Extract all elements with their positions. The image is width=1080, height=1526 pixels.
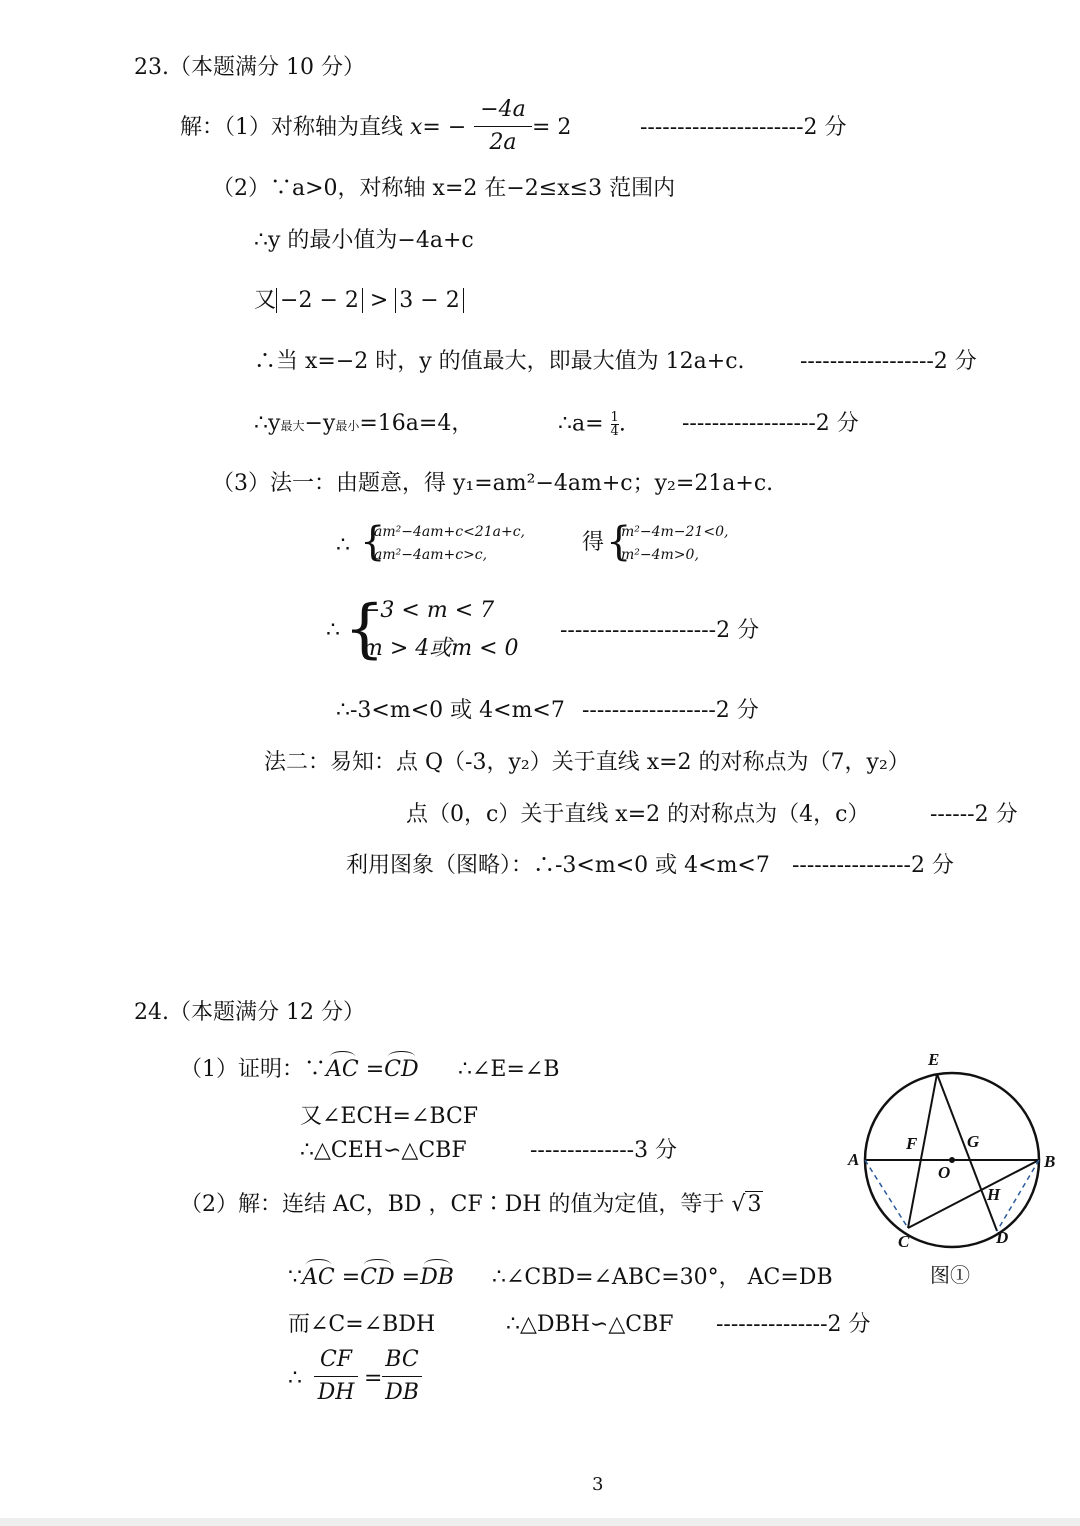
a-equals: ∴a= bbox=[558, 411, 604, 437]
page-number: 3 bbox=[592, 1474, 604, 1495]
diff-y: ∴y bbox=[254, 411, 281, 436]
system3-score: ---------------------2 分 bbox=[560, 618, 760, 643]
label-d: D bbox=[996, 1228, 1009, 1247]
a-fraction-num: 1 bbox=[610, 410, 619, 425]
label-a: A bbox=[848, 1150, 860, 1169]
q24-part2-line3: 而∠C=∠BDH bbox=[288, 1312, 436, 1337]
q24-part1-prefix: （1）证明：∵ bbox=[180, 1057, 326, 1082]
q24-part2-arcs bbox=[288, 1265, 454, 1291]
system1-row2: am²−4am+c>c, bbox=[374, 547, 488, 563]
therefore-symbol: ∴ bbox=[288, 1366, 302, 1391]
system2-row2: m²−4m>0, bbox=[621, 547, 699, 563]
q24-part1-score: --------------3 分 bbox=[530, 1138, 678, 1163]
q24-part2-line3-score: ---------------2 分 bbox=[716, 1312, 871, 1337]
q24-title: 24.（本题满分 12 分） bbox=[134, 1000, 365, 1025]
q24-part2-line bbox=[180, 1192, 763, 1218]
ratio-left bbox=[314, 1346, 358, 1407]
ratio-left-num: CF bbox=[319, 1347, 353, 1372]
a-fraction-den: 4 bbox=[610, 424, 619, 439]
q24-part1-line3: ∴△CEH∽△CBF bbox=[300, 1138, 467, 1163]
q23-part2-diff bbox=[254, 411, 473, 439]
q23-part1-result: = 2 bbox=[532, 115, 572, 140]
ratio-right-den: DB bbox=[385, 1380, 419, 1405]
diff-result: =16a=4， bbox=[359, 411, 474, 436]
q23-result1-score: ------------------2 分 bbox=[582, 698, 759, 723]
arc-ac: AC bbox=[302, 1265, 335, 1290]
figure-caption: 图① bbox=[930, 1263, 970, 1287]
arc-cd: CD bbox=[384, 1057, 419, 1082]
q23-method2-line2-score: ------2 分 bbox=[930, 802, 1018, 827]
q23-title: 23.（本题满分 10 分） bbox=[134, 55, 365, 80]
q23-method2-line3-score: ----------------2 分 bbox=[792, 853, 954, 878]
label-c: C bbox=[898, 1232, 910, 1251]
arc-db: DB bbox=[420, 1265, 454, 1290]
fraction-bar bbox=[474, 126, 532, 127]
ratio-left-den: DH bbox=[317, 1380, 355, 1405]
q23-part2-diff-score: ------------------2 分 bbox=[682, 411, 859, 436]
q24-part1-line1 bbox=[180, 1057, 419, 1083]
q24-part1-line2: 又∠ECH=∠BCF bbox=[300, 1104, 479, 1129]
therefore-symbol: ∴ bbox=[326, 618, 340, 643]
q23-part1-text: 解：（1）对称轴为直线 bbox=[180, 115, 410, 140]
greater-than: > bbox=[362, 288, 396, 313]
subscript-min: 最小 bbox=[335, 419, 360, 433]
because-symbol: ∵ bbox=[288, 1265, 302, 1290]
brace-left: { bbox=[360, 519, 386, 565]
de-label: 得 bbox=[582, 530, 605, 555]
q23-part2-abs-compare bbox=[254, 288, 464, 314]
label-g: G bbox=[967, 1132, 980, 1151]
bottom-strip bbox=[0, 1518, 1080, 1526]
q23-method2-line1: 法二：易知：点 Q（-3，y₂）关于直线 x=2 的对称点为（7，y₂） bbox=[264, 750, 910, 775]
a-period: . bbox=[618, 411, 626, 437]
equals: = bbox=[334, 1265, 361, 1290]
sqrt-value: 3 bbox=[747, 1192, 762, 1217]
q23-part1-prefix bbox=[180, 115, 466, 141]
q23-part2-min: ∴y 的最小值为−4a+c bbox=[254, 228, 474, 253]
label-e: E bbox=[928, 1050, 940, 1069]
q24-part1-conclusion: ∴∠E=∠B bbox=[458, 1057, 560, 1082]
ratio-right-num: BC bbox=[385, 1347, 419, 1372]
ratio-right bbox=[382, 1346, 422, 1407]
equals: = bbox=[358, 1057, 385, 1082]
therefore-symbol: ∴ bbox=[336, 533, 350, 558]
q23-part2-max-score: ------------------2 分 bbox=[800, 349, 977, 374]
system3-row2: m > 4或m < 0 bbox=[362, 636, 519, 661]
q23-fraction-denominator: 2a bbox=[489, 130, 517, 155]
q23-part2-line: （2）∵a>0，对称轴 x=2 在−2≤x≤3 范围内 bbox=[212, 176, 676, 201]
q23-method2-line2: 点（0，c）关于直线 x=2 的对称点为（4，c） bbox=[406, 802, 870, 827]
label-o: O bbox=[938, 1163, 951, 1182]
q23-you: 又 bbox=[254, 288, 277, 313]
equals: = bbox=[394, 1265, 421, 1290]
fraction-bar bbox=[382, 1376, 422, 1377]
diff-minus-y: −y bbox=[304, 411, 336, 436]
abs-value-2: 3 − 2 bbox=[395, 288, 463, 313]
label-b: B bbox=[1044, 1152, 1056, 1171]
label-f: F bbox=[906, 1134, 918, 1153]
q23-part1-eq: = − bbox=[422, 115, 467, 140]
q23-part1-var: x bbox=[410, 115, 423, 140]
geometry-figure bbox=[840, 1045, 1065, 1295]
a-fraction bbox=[611, 411, 619, 438]
ratio-equals: = bbox=[364, 1366, 383, 1391]
system2-row1: m²−4m−21<0, bbox=[621, 524, 729, 540]
q24-part2-line3-conclusion: ∴△DBH∽△CBF bbox=[506, 1312, 674, 1337]
q23-result1: ∴-3<m<0 或 4<m<7 bbox=[336, 698, 565, 723]
system3-row1: −3 < m < 7 bbox=[362, 598, 495, 623]
system1-row1: am²−4am+c<21a+c, bbox=[374, 524, 525, 540]
brace-left: { bbox=[606, 519, 632, 565]
arc-cd: CD bbox=[360, 1265, 395, 1290]
sqrt-sign: √ bbox=[731, 1192, 746, 1217]
brace-left: { bbox=[344, 592, 385, 666]
q23-part1-fraction bbox=[474, 96, 532, 157]
q24-part2-text: （2）解：连结 AC，BD ，CF∶DH 的值为定值，等于 bbox=[180, 1192, 732, 1217]
q23-part2-a-value bbox=[558, 411, 626, 438]
fraction-bar bbox=[314, 1376, 358, 1377]
q23-part3-line: （3）法一：由题意，得 y₁=am²−4am+c；y₂=21a+c. bbox=[212, 471, 774, 496]
arc-ac: AC bbox=[326, 1057, 359, 1082]
subscript-max: 最大 bbox=[280, 419, 305, 433]
q23-fraction-numerator: −4a bbox=[480, 97, 526, 122]
label-h: H bbox=[987, 1185, 1001, 1204]
abs-value-1: −2 − 2 bbox=[276, 288, 363, 313]
q24-part2-conclusion1: ∴∠CBD=∠ABC=30°， AC=DB bbox=[492, 1265, 833, 1290]
q23-method2-line3: 利用图象（图略）：∴-3<m<0 或 4<m<7 bbox=[346, 853, 770, 878]
q23-part2-max: ∴当 x=−2 时，y 的值最大，即最大值为 12a+c. bbox=[254, 349, 745, 374]
q23-part1-score: ----------------------2 分 bbox=[640, 115, 847, 140]
